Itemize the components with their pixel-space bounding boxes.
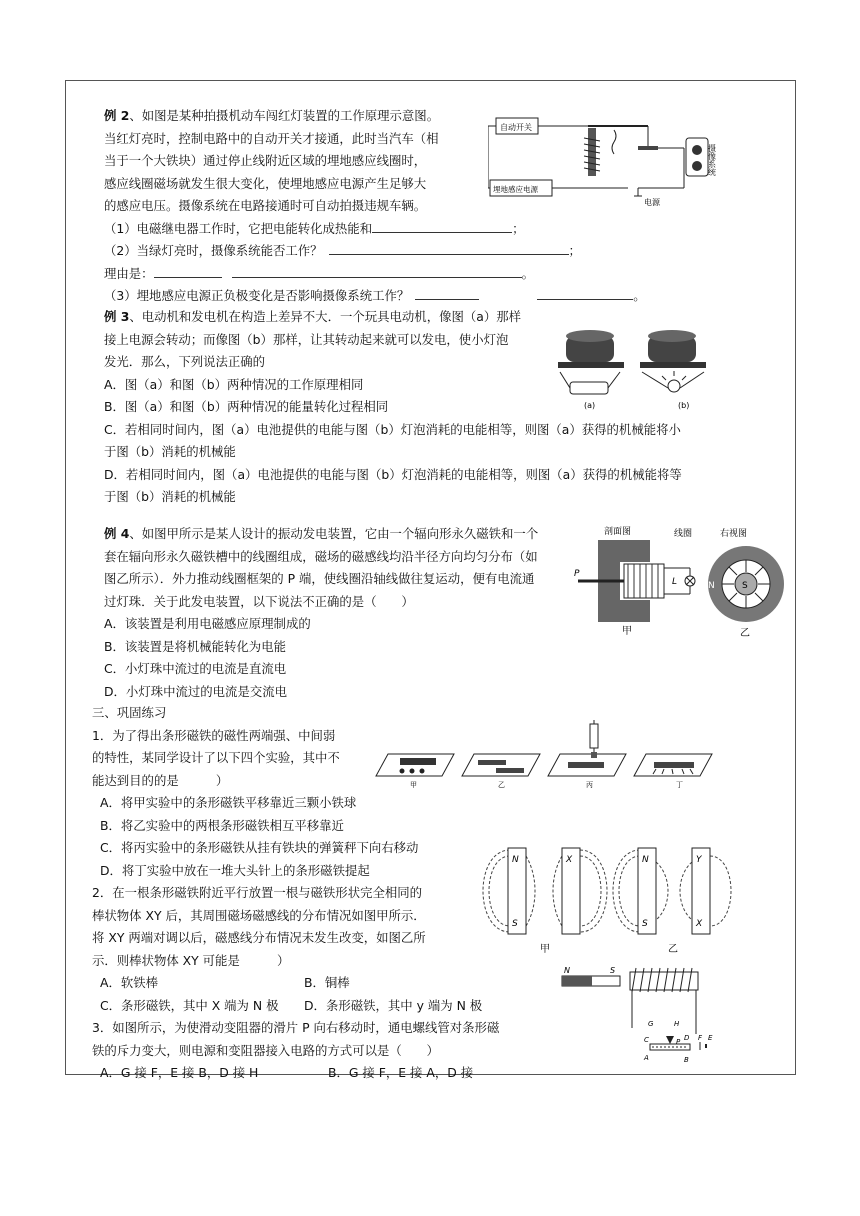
practice-q1-option-a: A．将甲实验中的条形磁铁平移靠近三颗小铁球 — [100, 795, 357, 810]
example-2-reason: 理由是： 。 — [104, 265, 534, 281]
answer-blank[interactable] — [232, 265, 522, 278]
example-2-q2: （2）当绿灯亮时，摄像系统能否工作？ ； — [104, 243, 581, 258]
field-lines-figure — [482, 836, 732, 954]
right-view-label: 右视图 — [720, 529, 748, 539]
practice-q1-line: 1．为了得出条形磁铁的磁性两端强、中间弱 — [92, 727, 336, 743]
label-a: (a) — [584, 401, 596, 410]
p-end-label: P — [574, 569, 580, 579]
example-4-option-b: B．该装置是将机械能转化为电能 — [104, 638, 286, 654]
answer-blank[interactable] — [415, 287, 479, 300]
svg-text:H: H — [674, 1020, 680, 1028]
label-b: (b) — [678, 401, 690, 410]
example-4-title: 例 4 — [104, 526, 130, 541]
experiment-bing — [548, 720, 626, 789]
example-2-line: 当红灯亮时，控制电路中的自动开关才接通，此时当汽车（相 — [104, 130, 439, 146]
figure-jia-label: 甲 — [540, 944, 550, 954]
practice-q2-options-cd: C．条形磁铁，其中 X 端为 N 极 D．条形磁铁，其中 y 端为 N 极 — [100, 997, 483, 1013]
svg-text:丙: 丙 — [586, 781, 593, 789]
field-figure-yi — [613, 850, 731, 932]
svg-text:S: S — [610, 966, 616, 975]
example-3-option-c-cont: 于图（b）消耗的机械能 — [104, 444, 236, 459]
section-view-label: 剖面图 — [604, 527, 632, 537]
answer-blank[interactable] — [329, 242, 569, 255]
example-4-option-a: A．该装置是利用电磁感应原理制成的 — [104, 616, 311, 631]
example-2-line: 例 2、如图是某种拍摄机动车闯红灯装置的工作原理示意图。 — [104, 108, 440, 123]
example-2-q3: （3）埋地感应电源正负极变化是否影响摄像系统工作？ 。 — [104, 288, 646, 303]
answer-blank[interactable] — [372, 220, 512, 233]
practice-q2-line: 示．则棒状物体 XY 可能是 ） — [92, 952, 290, 968]
generator-b-drawing — [640, 330, 706, 392]
example-2-line: 感应线圈磁场就发生很大变化，使埋地感应电源产生足够大 — [104, 175, 427, 191]
solenoid-rheostat-figure — [560, 964, 728, 1068]
practice-q3-line: 3．如图所示，为使滑动变阻器的滑片 P 向右移动时，通电螺线管对条形磁 — [92, 1020, 500, 1035]
example-3-option-d: D．若相同时间内，图（a）电池提供的电能与图（b）灯泡消耗的电能相等，则图（a）获得的机械能将等 — [104, 466, 682, 482]
svg-text:G: G — [648, 1020, 654, 1028]
lamp-label: L — [672, 577, 678, 587]
practice-q3-options: A．G 接 F，E 接 B，D 接 H B．G 接 F，E 接 A，D 接 — [100, 1065, 474, 1080]
svg-text:S: S — [642, 919, 648, 929]
practice-q3-line: 铁的斥力变大，则电源和变阻器接入电路的方式可以是（ ） — [92, 1042, 439, 1058]
svg-text:N: N — [564, 966, 570, 975]
motor-generator-figure — [556, 318, 716, 412]
svg-text:B: B — [684, 1056, 689, 1064]
example-4-option-c: C．小灯珠中流过的电流是直流电 — [104, 661, 287, 676]
practice-q2-line: 将 XY 两端对调以后，磁感线分布情况未发生改变，如图乙所 — [92, 930, 426, 945]
example-3-title: 例 3 — [104, 309, 130, 324]
practice-q2-line: 2．在一根条形磁铁附近平行放置一根与磁铁形状完全相同的 — [92, 885, 423, 900]
example-4-line: 套在辐向形永久磁铁槽中的线圈组成，磁场的磁感线均沿半径方向均匀分布（如 — [104, 548, 538, 564]
svg-text:P: P — [676, 1038, 681, 1046]
practice-q2-line: 棒状物体 XY 后，其周围磁场磁感线的分布情况如图甲所示． — [92, 907, 426, 923]
vibration-generator-figure — [568, 524, 790, 640]
south-pole-label: S — [742, 581, 748, 591]
experiment-ding — [634, 754, 712, 789]
experiment-yi — [462, 754, 540, 789]
practice-q2-options-ab: A．软铁棒 B．铜棒 — [100, 975, 350, 990]
svg-text:E: E — [708, 1034, 713, 1042]
example-2-line: 当于一个大铁块）通过停止线附近区域的埋地感应线圈时， — [104, 153, 427, 168]
example-3-line: 发光．那么，下列说法正确的 — [104, 354, 266, 369]
camera-label: 摄像系统 — [707, 144, 717, 176]
practice-q1-option-c: C．将丙实验中的条形磁铁从挂有铁块的弹簧秤下向右移动 — [100, 840, 419, 855]
practice-heading: 三、巩固练习 — [92, 705, 167, 720]
motor-a-drawing — [558, 330, 624, 394]
svg-text:Y: Y — [696, 855, 702, 865]
figure-yi-label: 乙 — [740, 628, 750, 639]
svg-text:S: S — [512, 919, 518, 929]
svg-text:D: D — [684, 1034, 690, 1042]
coil-label: 线圈 — [674, 529, 693, 539]
svg-text:丁: 丁 — [676, 781, 683, 789]
experiment-jia — [376, 754, 454, 789]
example-4-line: 过灯珠．关于此发电装置，以下说法不正确的是（ ） — [104, 593, 414, 609]
figure-jia-label: 甲 — [622, 626, 632, 637]
example-4-option-d: D．小灯珠中流过的电流是交流电 — [104, 683, 288, 699]
power-label: 电源 — [644, 198, 660, 207]
svg-text:乙: 乙 — [498, 781, 505, 789]
svg-text:N: N — [642, 855, 649, 865]
auto-switch-label: 自动开关 — [500, 123, 532, 132]
practice-q1-line: 的特性，某同学设计了以下四个实验，其中不 — [92, 750, 340, 765]
example-3-option-c: C．若相同时间内，图（a）电池提供的电能与图（b）灯泡消耗的电能相等，则图（a）获得的机械能将小 — [104, 421, 681, 437]
example-2-line: 的感应电压。摄像系统在电路接通时可自动拍摄违规车辆。 — [104, 198, 427, 213]
answer-blank[interactable] — [154, 265, 222, 278]
practice-q1-option-b: B．将乙实验中的两根条形磁铁相互平移靠近 — [100, 817, 344, 833]
example-3-option-a: A．图（a）和图（b）两种情况的工作原理相同 — [104, 376, 364, 392]
figure-yi-label: 乙 — [668, 944, 678, 954]
example-3-line: 接上电源会转动；而像图（b）那样，让其转动起来就可以发电，使小灯泡 — [104, 331, 509, 347]
practice-q1-option-d: D．将丁实验中放在一堆大头针上的条形磁铁提起 — [100, 862, 370, 878]
example-2-title: 例 2 — [104, 108, 130, 123]
example-4-line: 例 4、如图甲所示是某人设计的振动发电装置，它由一个辐向形永久磁铁和一个 — [104, 526, 539, 541]
example-4 — [104, 523, 538, 703]
north-pole-label: N — [708, 581, 715, 591]
svg-text:X: X — [696, 919, 703, 929]
svg-text:C: C — [644, 1036, 649, 1044]
svg-text:F: F — [698, 1034, 703, 1042]
svg-text:N: N — [512, 855, 519, 865]
example-4-line: 图乙所示）．外力推动线圈框架的 P 端，使线圈沿轴线做往复运动，便有电流通 — [104, 571, 535, 586]
field-figure-jia — [483, 850, 607, 932]
magnet-experiments-figure — [372, 716, 722, 790]
example-2-q1: （1）电磁继电器工作时，它把电能转化成热能和 ； — [104, 220, 525, 236]
traffic-camera-circuit-figure — [488, 108, 724, 208]
example-3-line: 例 3、电动机和发电机在构造上差异不大．一个玩具电动机，像图（a）那样 — [104, 309, 522, 324]
svg-text:甲: 甲 — [410, 781, 417, 789]
practice-q1-line: 能达到目的的是 ） — [92, 772, 229, 788]
example-3-option-d-cont: 于图（b）消耗的机械能 — [104, 489, 236, 504]
example-3-option-b: B．图（a）和图（b）两种情况的能量转化过程相同 — [104, 399, 389, 414]
answer-blank[interactable] — [537, 287, 633, 300]
svg-text:A: A — [644, 1054, 649, 1062]
svg-text:X: X — [566, 855, 573, 865]
ground-source-label: 埋地感应电源 — [493, 185, 538, 194]
